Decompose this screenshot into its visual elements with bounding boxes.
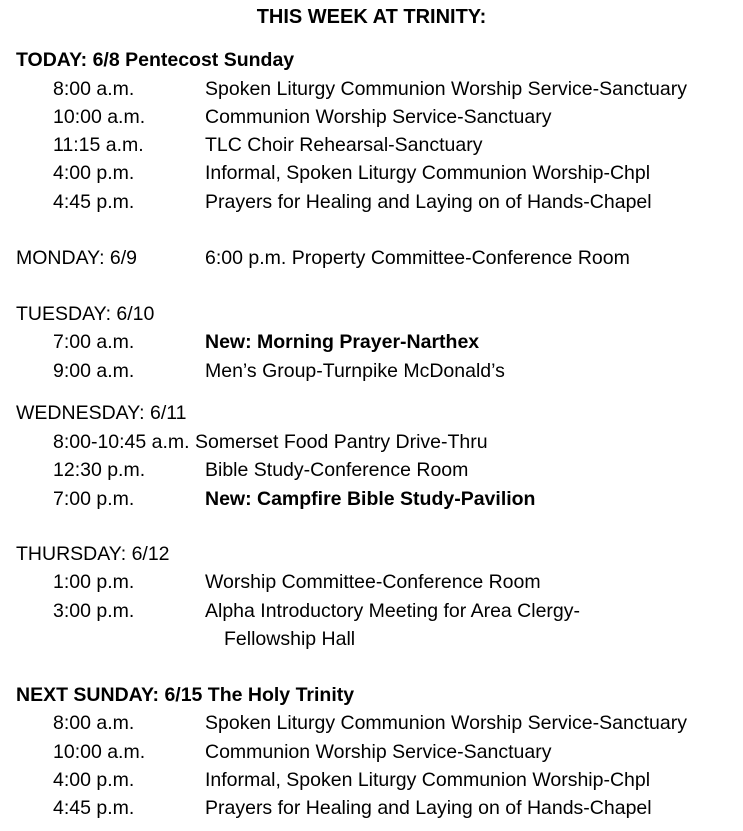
monday-row [16, 244, 630, 272]
event-description: New: Campfire Bible Study-Pavilion [205, 488, 536, 510]
event-time: 4:45 p.m. [53, 797, 135, 819]
event-description: Spoken Liturgy Communion Worship Service-Sanctuary [205, 712, 687, 734]
event-description: Prayers for Healing and Laying on of Hands-Chapel [205, 797, 652, 819]
event-description-continuation: Fellowship Hall [224, 628, 356, 650]
event-description: 6:00 p.m. Property Committee-Conference Room [205, 247, 630, 269]
event-time: 3:00 p.m. [53, 600, 135, 622]
event-time: 8:00 a.m. [53, 78, 135, 100]
event-time: 12:30 p.m. [53, 459, 146, 481]
event-time: 11:15 a.m. [53, 134, 144, 156]
event-time: 7:00 a.m. [53, 331, 135, 353]
event-time: 4:00 p.m. [53, 162, 135, 184]
event-description: Prayers for Healing and Laying on of Hands-Chapel [205, 191, 652, 213]
event-description: Communion Worship Service-Sanctuary [205, 741, 552, 763]
event-time: 8:00-10:45 a.m. Somerset Food Pantry Drive-Thru [53, 431, 488, 453]
event-time: 1:00 p.m. [53, 571, 135, 593]
tuesday-heading: TUESDAY: 6/10 [16, 303, 155, 325]
next-sunday-heading: NEXT SUNDAY: 6/15 The Holy Trinity [16, 684, 355, 706]
wednesday-heading: WEDNESDAY: 6/11 [16, 402, 187, 424]
event-time: 8:00 a.m. [53, 712, 135, 734]
event-time: 9:00 a.m. [53, 360, 135, 382]
event-description: Informal, Spoken Liturgy Communion Worship-Chpl [205, 769, 651, 791]
event-description: Spoken Liturgy Communion Worship Service-Sanctuary [205, 78, 687, 100]
monday-heading: MONDAY: 6/9 [16, 247, 138, 269]
event-description: Worship Committee-Conference Room [205, 571, 541, 593]
event-time: 7:00 p.m. [53, 488, 135, 510]
event-description: Bible Study-Conference Room [205, 459, 469, 481]
event-description: TLC Choir Rehearsal-Sanctuary [205, 134, 483, 156]
event-description: Informal, Spoken Liturgy Communion Worship-Chpl [205, 162, 651, 184]
event-time: 4:00 p.m. [53, 769, 135, 791]
event-description: Men’s Group-Turnpike McDonald’s [205, 360, 505, 382]
event-description: Alpha Introductory Meeting for Area Clergy- [205, 600, 581, 622]
event-description: New: Morning Prayer-Narthex [205, 331, 480, 353]
event-time: 10:00 a.m. [53, 106, 146, 128]
thursday-heading: THURSDAY: 6/12 [16, 543, 170, 565]
event-time: 4:45 p.m. [53, 191, 135, 213]
page-title: THIS WEEK AT TRINITY: [256, 6, 487, 28]
today-heading: TODAY: 6/8 Pentecost Sunday [16, 49, 295, 71]
event-time: 10:00 a.m. [53, 741, 146, 763]
event-description: Communion Worship Service-Sanctuary [205, 106, 552, 128]
